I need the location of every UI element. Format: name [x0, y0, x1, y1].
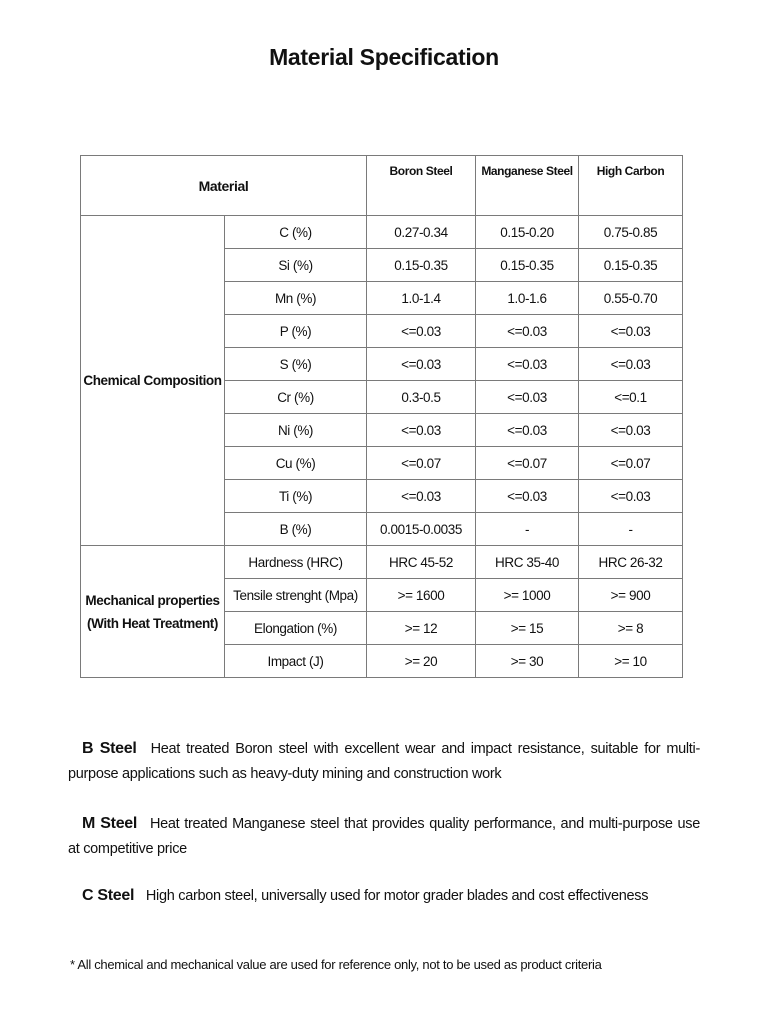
value-cell: >= 8: [579, 612, 683, 645]
value-cell: 0.0015-0.0035: [367, 513, 476, 546]
value-cell: >= 900: [579, 579, 683, 612]
table-row: [81, 216, 683, 249]
value-cell: 0.55-0.70: [579, 282, 683, 315]
value-cell: <=0.03: [579, 414, 683, 447]
material-spec-table: [80, 155, 683, 678]
value-cell: <=0.03: [367, 480, 476, 513]
value-cell: 0.75-0.85: [579, 216, 683, 249]
column-header-manganese: Manganese Steel: [476, 156, 579, 216]
group-label-line: (With Heat Treatment): [87, 615, 218, 631]
property-cell: Tensile strenght (Mpa): [225, 579, 367, 612]
value-cell: >= 10: [579, 645, 683, 678]
material-header: Material: [81, 156, 367, 216]
value-cell: <=0.03: [579, 315, 683, 348]
value-cell: <=0.03: [476, 480, 579, 513]
description-text: High carbon steel, universally used for motor grader blades and cost effectiveness: [145, 888, 649, 904]
page-title: Material Specification: [269, 44, 499, 70]
value-cell: 1.0-1.6: [476, 282, 579, 315]
group-label-chemical: Chemical Composition: [81, 216, 225, 546]
column-header-boron: Boron Steel: [367, 156, 476, 216]
description-m-steel: [68, 811, 700, 862]
property-cell: Elongation (%): [225, 612, 367, 645]
value-cell: <=0.07: [579, 447, 683, 480]
value-cell: <=0.07: [367, 447, 476, 480]
value-cell: <=0.1: [579, 381, 683, 414]
value-cell: 0.27-0.34: [367, 216, 476, 249]
property-cell: Hardness (HRC): [225, 546, 367, 579]
value-cell: HRC 45-52: [367, 546, 476, 579]
property-cell: Ti (%): [225, 480, 367, 513]
property-cell: P (%): [225, 315, 367, 348]
description-term: B Steel: [82, 740, 137, 757]
description-text: Heat treated Manganese steel that provides quality performance, and multi-purpose use at competitive price: [68, 816, 701, 857]
description-c-steel: [68, 883, 700, 909]
value-cell: >= 1600: [367, 579, 476, 612]
value-cell: >= 30: [476, 645, 579, 678]
value-cell: 0.3-0.5: [367, 381, 476, 414]
value-cell: -: [579, 513, 683, 546]
value-cell: <=0.03: [367, 348, 476, 381]
value-cell: <=0.03: [476, 381, 579, 414]
group-label-line: Mechanical properties: [85, 592, 220, 608]
value-cell: <=0.03: [367, 414, 476, 447]
description-term: M Steel: [82, 815, 138, 832]
value-cell: <=0.03: [476, 348, 579, 381]
value-cell: 0.15-0.20: [476, 216, 579, 249]
value-cell: >= 15: [476, 612, 579, 645]
property-cell: Ni (%): [225, 414, 367, 447]
value-cell: >= 20: [367, 645, 476, 678]
value-cell: <=0.03: [367, 315, 476, 348]
value-cell: HRC 35-40: [476, 546, 579, 579]
property-cell: Si (%): [225, 249, 367, 282]
group-label-mechanical: [81, 546, 225, 678]
property-cell: Impact (J): [225, 645, 367, 678]
property-cell: Mn (%): [225, 282, 367, 315]
property-cell: Cr (%): [225, 381, 367, 414]
property-cell: B (%): [225, 513, 367, 546]
value-cell: 0.15-0.35: [579, 249, 683, 282]
property-cell: S (%): [225, 348, 367, 381]
value-cell: 1.0-1.4: [367, 282, 476, 315]
value-cell: <=0.03: [476, 315, 579, 348]
value-cell: <=0.03: [579, 348, 683, 381]
value-cell: >= 1000: [476, 579, 579, 612]
value-cell: <=0.03: [579, 480, 683, 513]
property-cell: C (%): [225, 216, 367, 249]
description-text: Heat treated Boron steel with excellent wear and impact resistance, suitable for multi-purpose applications such as heavy-duty mining and construction work: [68, 741, 700, 782]
footnote: * All chemical and mechanical value are used for reference only, not to be used as product criteria: [70, 957, 602, 972]
column-header-high-carbon: High Carbon: [579, 156, 683, 216]
property-cell: Cu (%): [225, 447, 367, 480]
value-cell: >= 12: [367, 612, 476, 645]
value-cell: <=0.03: [476, 414, 579, 447]
value-cell: -: [476, 513, 579, 546]
table-header-row: [81, 156, 683, 216]
table-row: [81, 546, 683, 579]
description-b-steel: [68, 736, 700, 787]
description-term: C Steel: [82, 887, 135, 904]
value-cell: 0.15-0.35: [476, 249, 579, 282]
value-cell: <=0.07: [476, 447, 579, 480]
value-cell: 0.15-0.35: [367, 249, 476, 282]
value-cell: HRC 26-32: [579, 546, 683, 579]
